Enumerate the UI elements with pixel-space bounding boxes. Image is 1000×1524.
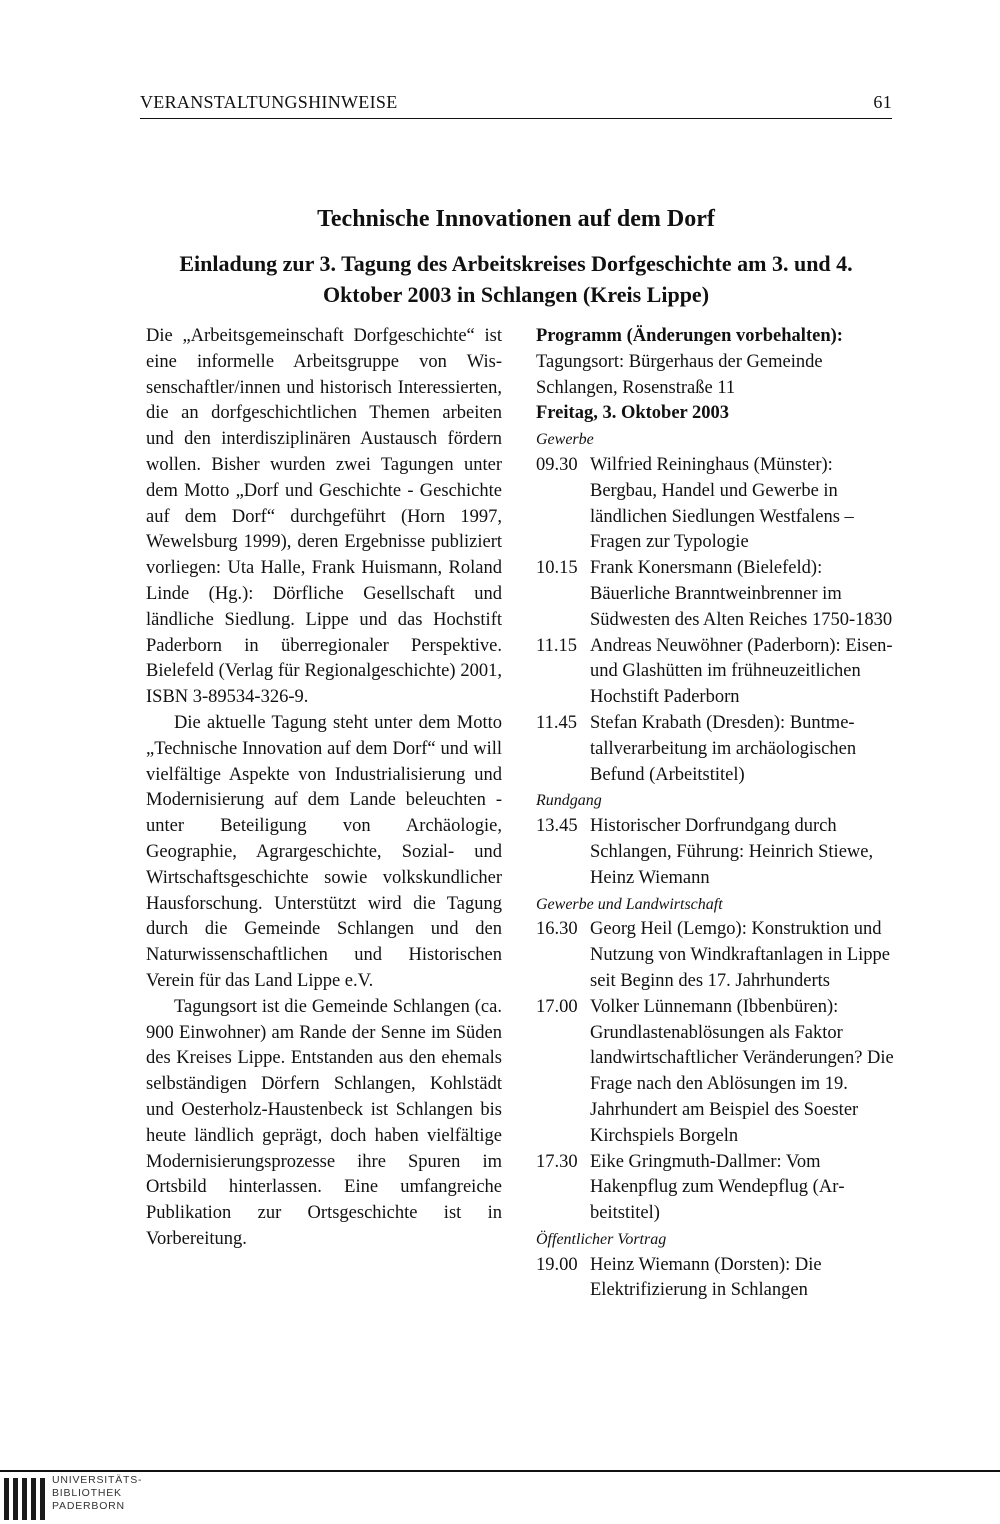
schedule-description: Eike Gringmuth-Dallmer: Vom Hakenpflug zum Wendepflug (Arbeitstitel)	[590, 1151, 845, 1224]
page-number: 61	[873, 92, 892, 112]
schedule-time: 10.15	[536, 558, 578, 579]
schedule-time: 16.30	[536, 919, 578, 940]
schedule-item	[536, 1150, 896, 1227]
schedule-time: 11.15	[536, 635, 577, 656]
schedule-description: Wilfried Reininghaus (Münster): Bergbau, Handel und Gewerbe in ländlichen Siedlungen Westfalens – Fragen zur Typologie	[590, 454, 854, 553]
schedule-description: Volker Lünnemann (Ibbenbüren): Grundlastenablösungen als Faktor landwirtschaftlicher Veränderungen? Die Frage nach den Ablösungen im 19. Jahrhundert am Beispiel des Soester Kirchspiels Borgeln	[590, 996, 894, 1146]
left-column	[146, 324, 502, 1253]
program-venue: Tagungsort: Bürgerhaus der Gemeinde Schlangen, Rosenstraße 11	[536, 351, 823, 398]
header-rule	[140, 118, 892, 119]
schedule-description: Stefan Krabath (Dresden): Buntmetallverarbeitung im archäologischen Befund (Arbeitstitel)	[590, 712, 857, 785]
library-logo	[0, 1472, 160, 1524]
schedule-item	[536, 634, 896, 711]
paragraph: Die „Arbeitsgemeinschaft Dorfgeschichte“ ist eine informelle Arbeitsgruppe von Wissenschaftler/innen und historisch Interessierten, die an dorfgeschichtlichen Themen arbeiten und den interdisziplinären Austausch fördern wollen. Bisher wurden zwei Tagungen unter dem Motto „Dorf und Geschichte - Geschichte auf dem Dorf“ durchgeführt (Horn 1997, Wewelsburg 1999), deren Ergebnisse publiziert vorliegen: Uta Halle, Frank Huismann, Roland Linde (Hg.): Dörfliche Gesellschaft und ländliche Siedlung. Lippe und das Hochstift Paderborn in überregionaler Perspektive. Bielefeld (Verlag für Regionalgeschichte) 2001, ISBN 3-89534-326-9.	[146, 326, 502, 708]
paragraph: Tagungsort ist die Gemeinde Schlangen (ca. 900 Einwohner) am Rande der Senne im Süden des Kreises Lippe. Entstanden aus den ehemals selbständigen Dörfern Schlangen, Kohlstädt und Oesterholz-Haustenbeck ist Schlangen bis heute ländlich geprägt, doch haben vielfältige Modernisierungsprozesse ihre Spuren im Ortsbild hinterlassen. Eine umfangreiche Publikation zur Ortsgeschichte ist in Vorbereitung.	[146, 996, 502, 1249]
program-category: Öffentlicher Vortrag	[536, 1230, 667, 1248]
program-category: Rundgang	[536, 792, 602, 810]
article-subtitle: Einladung zur 3. Tagung des Arbeitskreises Dorfgeschichte am 3. und 4. Oktober 2003 in Schlangen (Kreis Lippe)	[179, 251, 853, 307]
article-title: Technische Innovationen auf dem Dorf	[317, 206, 715, 232]
program-column	[536, 324, 896, 1304]
logo-line: BIBLIOTHEK	[52, 1487, 122, 1499]
schedule-item	[536, 453, 896, 556]
program-category: Gewerbe	[536, 431, 594, 449]
schedule-item	[536, 711, 896, 788]
logo-line: PADERBORN	[52, 1500, 125, 1512]
running-header	[140, 92, 892, 113]
schedule-description: Heinz Wiemann (Dorsten): Die Elektrifizierung in Schlangen	[590, 1254, 822, 1301]
program-category: Gewerbe und Landwirtschaft	[536, 895, 723, 913]
schedule-description: Historischer Dorfrundgang durch Schlangen, Führung: Heinrich Stiewe, Heinz Wiemann	[590, 816, 874, 888]
schedule-item	[536, 556, 896, 633]
schedule-item	[536, 917, 896, 994]
schedule-description: Georg Heil (Lemgo): Konstruktion und Nutzung von Windkraftanlagen in Lippe seit Beginn des 17. Jahrhunderts	[590, 919, 890, 991]
program-day: Freitag, 3. Oktober 2003	[536, 403, 730, 424]
logo-line: UNIVERSITÄTS-	[52, 1474, 143, 1486]
schedule-time: 17.00	[536, 996, 578, 1017]
schedule-time: 11.45	[536, 712, 577, 733]
program-sections	[536, 427, 896, 1304]
schedule-time: 09.30	[536, 454, 578, 475]
schedule-item	[536, 814, 896, 891]
program-heading: Programm (Änderungen vorbehalten):	[536, 326, 843, 346]
schedule-description: Frank Konersmann (Bielefeld): Bäuerliche Branntweinbrenner im Südwesten des Alten Reiches 1750-1830	[590, 558, 893, 630]
paragraph: Die aktuelle Tagung steht unter dem Motto „Technische Innovation auf dem Dorf“ und will vielfältige Aspekte von Industrialisierung und Modernisierung auf dem Lande beleuchten - unter Beteiligung von Archäologie, Geographie, Agrargeschichte, Sozial- und Wirtschaftsgeschichte sowie volkskundlicher Hausforschung. Unterstützt wird die Tagung durch die Gemeinde Schlangen und den Naturwissenschaftlichen und Historischen Verein für das Land Lippe e.V.	[146, 712, 502, 991]
schedule-time: 19.00	[536, 1254, 578, 1275]
running-title: VERANSTALTUNGSHINWEISE	[140, 92, 398, 112]
logo-text	[52, 1474, 142, 1513]
schedule-item	[536, 995, 896, 1150]
schedule-item	[536, 1253, 896, 1305]
schedule-description: Andreas Neuwöhner (Paderborn): Eisen- und Glashütten im frühneuzeitlichen Hochstift Paderborn	[590, 635, 893, 708]
schedule-time: 13.45	[536, 816, 578, 837]
schedule-time: 17.30	[536, 1151, 578, 1172]
